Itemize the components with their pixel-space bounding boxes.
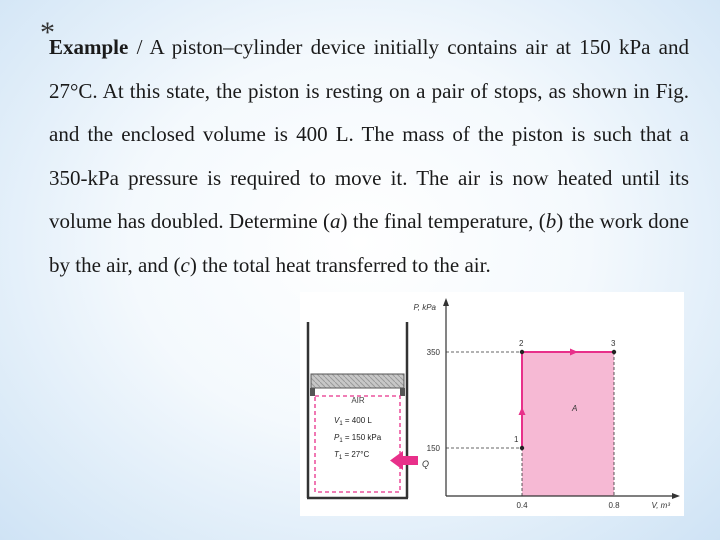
heading-separator: / [128,35,150,59]
system-boundary [315,396,400,492]
problem-figure [300,292,684,516]
x-tick-label-0-8: 0.8 [608,501,620,510]
air-label: AIR [351,396,365,405]
work-area [522,352,614,496]
state-point-2 [520,350,524,354]
y-axis-label: P, kPa [413,303,436,312]
y-tick-label-150: 150 [426,444,440,453]
x-tick-label-0-4: 0.4 [516,501,528,510]
stop-left [310,388,315,396]
state-label-1: 1 [514,435,519,444]
part-c-label: c [180,252,190,277]
x-axis-arrow-icon [672,493,680,499]
t1-label: $T_1 = 27^\circ C$ [334,450,370,461]
x-axis-label: V, m³ [651,501,670,510]
figure-svg [300,292,684,516]
stop-right [400,388,405,396]
p1-label: $P_1 = 150$ kPa [334,433,382,444]
example-heading: Example [49,35,129,59]
y-axis-arrow-icon [443,298,449,306]
piston [311,374,404,388]
part-a-label: a [330,209,341,233]
part-b-label: b [545,209,557,233]
heat-arrow-icon [390,451,418,470]
problem-text-2: ) the final temperature, ( [340,209,546,233]
problem-text-4: ) the total heat transferred to the air. [189,252,491,277]
state-point-1 [520,446,524,450]
problem-text-3: ) the work done by the air, and ( [49,209,689,277]
piston-cylinder [307,322,429,498]
state-label-3: 3 [611,339,616,348]
pv-diagram [413,298,680,510]
state-label-2: 2 [519,339,524,348]
y-tick-label-350: 350 [426,348,440,357]
heat-label: Q [422,459,430,469]
problem-statement [49,26,689,287]
bullet-marker: * [40,16,55,49]
area-label: A [572,404,578,413]
state-point-3 [612,350,616,354]
v1-label: $V_1 = 400$ L [334,416,372,427]
problem-text-1: A piston–cylinder device initially contains air at 150 kPa and 27°C. At this state, the piston is resting on a pair of stops, as shown in Fig. and the enclosed volume is 400 L. The mass of the piston is such that a 350-kPa pressure is required to move it. The air is now heated until its volume has doubled. Determine ( [49,35,689,233]
